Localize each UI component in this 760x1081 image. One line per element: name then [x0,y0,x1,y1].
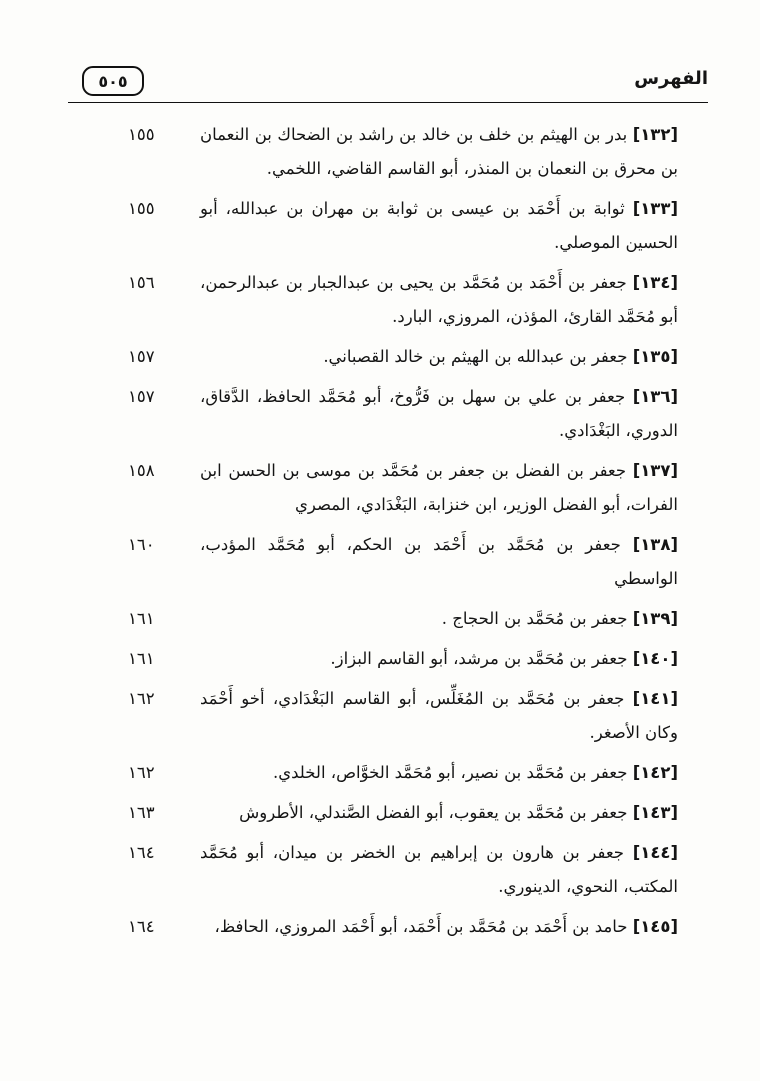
index-entry [68,340,678,374]
entry-text: جعفر بن عبدالله بن الهيثم بن خالد القصباني. [323,347,628,366]
entry-page-ref: ١٦٠ [128,535,155,554]
entry-number: [١٤٠] [632,649,678,668]
entry-page-ref: ١٦١ [128,649,155,668]
entry-text: جعفر بن هارون بن إبراهيم بن الخضر بن ميدان، أبو مُحَمَّد المكتب، النحوي، الدينوري. [200,843,678,896]
entry-text: جعفر بن أَحْمَد بن مُحَمَّد بن يحيى بن عبدالجبار بن عبدالرحمن، أبو مُحَمَّد القارئ، المؤذن، المروزي، البارد. [200,273,678,326]
index-list [68,118,678,950]
entry-number: [١٣٦] [632,387,678,406]
entry-text: جعفر بن مُحَمَّد بن نصير، أبو مُحَمَّد الخوَّاص، الخلدي. [272,763,628,782]
entry-number: [١٣٨] [632,535,678,554]
entry-body [200,756,678,790]
entry-body [200,266,678,334]
index-entry [68,756,678,790]
entry-page-ref: ١٦١ [128,609,155,628]
entry-number: [١٣٣] [632,199,678,218]
entry-number: [١٣٥] [632,347,678,366]
entry-page-ref: ١٥٧ [128,387,155,406]
entry-text: جعفر بن مُحَمَّد بن يعقوب، أبو الفضل الصَّندلي، الأطروش [239,803,628,822]
entry-text: حامد بن أَحْمَد بن مُحَمَّد بن أَحْمَد، أبو أَحْمَد المروزي، الحافظ، [214,917,628,936]
index-entry [68,682,678,750]
header-divider [68,102,708,103]
entry-number: [١٣٩] [632,609,678,628]
entry-page-ref: ١٥٨ [128,461,155,480]
index-entry [68,454,678,522]
entry-page-ref: ١٥٥ [128,199,155,218]
page-number-badge: ٥٠٥ [82,66,144,96]
entry-text: جعفر بن مُحَمَّد بن مرشد، أبو القاسم البزاز. [330,649,628,668]
entry-body [200,118,678,186]
entry-text: ثوابة بن أَحْمَد بن عيسى بن ثوابة بن مهران بن عبدالله، أبو الحسين الموصلي. [200,199,678,252]
entry-body [200,192,678,260]
entry-page-ref: ١٥٥ [128,125,155,144]
index-entry [68,528,678,596]
entry-text: جعفر بن مُحَمَّد بن الحجاج . [441,609,628,628]
entry-page-ref: ١٦٢ [128,689,155,708]
running-title: الفهرس [634,68,708,89]
entry-page-ref: ١٥٧ [128,347,155,366]
page-header [68,62,708,104]
entry-text: جعفر بن مُحَمَّد بن المُغَلِّس، أبو القاسم البَغْدَادي، أخو أَحْمَد وكان الأصغر. [200,689,678,742]
index-entry [68,266,678,334]
entry-body [200,602,678,636]
entry-page-ref: ١٥٦ [128,273,155,292]
index-entry [68,796,678,830]
index-entry [68,910,678,944]
index-entry [68,192,678,260]
index-entry [68,836,678,904]
entry-number: [١٣٧] [632,461,678,480]
entry-body [200,836,678,904]
index-entry [68,380,678,448]
entry-number: [١٣٢] [632,125,678,144]
entry-body [200,528,678,596]
entry-page-ref: ١٦٢ [128,763,155,782]
entry-number: [١٤٥] [632,917,678,936]
entry-body [200,642,678,676]
entry-page-ref: ١٦٣ [128,803,155,822]
index-entry [68,642,678,676]
entry-number: [١٤٣] [632,803,678,822]
entry-body [200,910,678,944]
entry-number: [١٤٢] [632,763,678,782]
entry-text: جعفر بن علي بن سهل بن فَرُّوخ، أبو مُحَمَّد الحافظ، الدَّقاق، الدوري، البَغْدَادي. [200,387,678,440]
entry-page-ref: ١٦٤ [128,843,155,862]
entry-body [200,380,678,448]
entry-page-ref: ١٦٤ [128,917,155,936]
entry-number: [١٤٤] [632,843,679,862]
entry-text: بدر بن الهيثم بن خلف بن خالد بن راشد بن الضحاك بن النعمان بن محرق بن النعمان بن المنذر، أبو القاسم القاضي، اللخمي. [200,125,678,178]
index-entry [68,118,678,186]
entry-body [200,454,678,522]
entry-body [200,796,678,830]
entry-text: جعفر بن مُحَمَّد بن أَحْمَد بن الحكم، أبو مُحَمَّد المؤدب، الواسطي [200,535,678,588]
index-entry [68,602,678,636]
entry-body [200,340,678,374]
entry-number: [١٣٤] [632,273,678,292]
entry-number: [١٤١] [632,689,678,708]
entry-text: جعفر بن الفضل بن جعفر بن مُحَمَّد بن موسى بن الحسن ابن الفرات، أبو الفضل الوزير، ابن خنزابة، البَغْدَادي، المصري [200,461,678,514]
entry-body [200,682,678,750]
